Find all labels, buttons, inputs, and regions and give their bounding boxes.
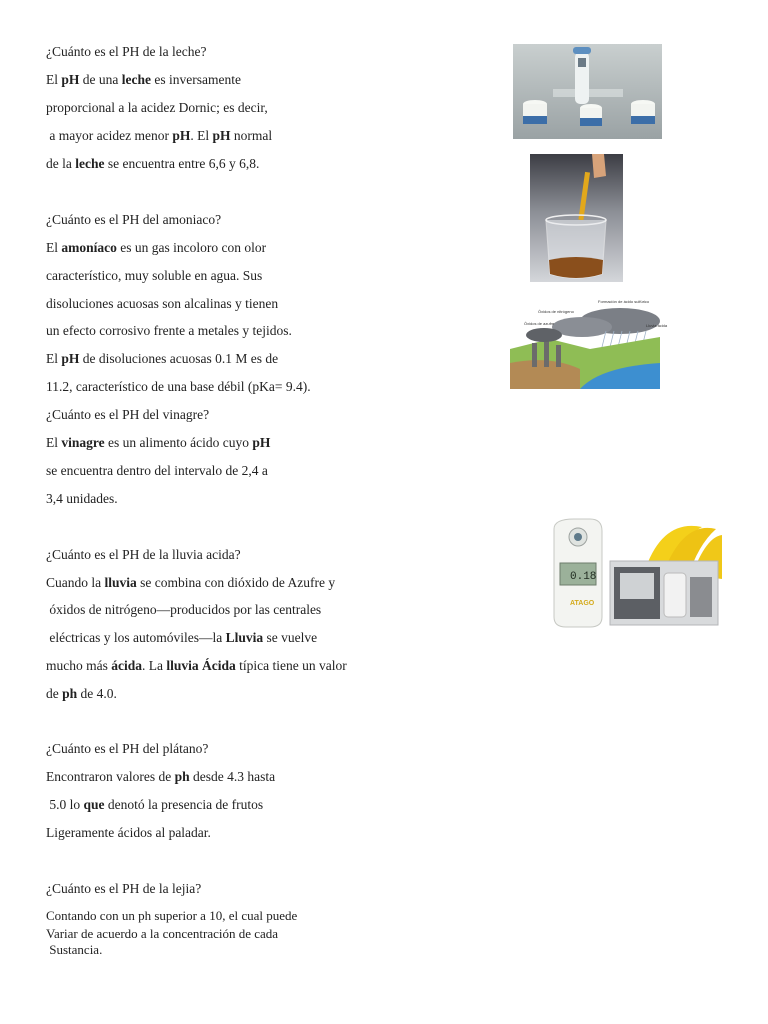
bold-term: que bbox=[83, 797, 105, 812]
paragraph-line: El pH de una leche es inversamente bbox=[46, 72, 241, 87]
bold-term: pH bbox=[172, 128, 191, 143]
paragraph-line: 5.0 lo que denotó la presencia de frutos bbox=[46, 797, 264, 812]
bold-term: pH bbox=[212, 128, 231, 143]
label-nitrogen-oxides: Óxidos de nitrógeno bbox=[538, 309, 574, 314]
label-sulfuric-acid: Formación de ácido sulfúrico bbox=[598, 299, 650, 304]
bold-term: ph bbox=[174, 769, 190, 784]
question-platano: ¿Cuánto es el PH del plátano? bbox=[46, 741, 209, 756]
acid-rain-diagram bbox=[510, 297, 668, 389]
bold-term: pH bbox=[61, 72, 80, 87]
bold-term: leche bbox=[75, 156, 105, 171]
bold-term: lluvia bbox=[104, 575, 137, 590]
bold-term: pH bbox=[252, 435, 271, 450]
paragraph-line: El pH de disoluciones acuosas 0.1 M es de bbox=[46, 351, 279, 366]
paragraph-line: Variar de acuerdo a la concentración de cada bbox=[46, 926, 279, 941]
bold-term: Lluvia bbox=[225, 630, 264, 645]
paragraph-line: se encuentra dentro del intervalo de 2,4 a bbox=[46, 463, 268, 478]
meter-brand: ATAGO bbox=[570, 600, 595, 607]
paragraph-line: Cuando la lluvia se combina con dióxido de Azufre y bbox=[46, 575, 336, 590]
bold-term: lluvia Ácida bbox=[166, 658, 236, 673]
question-lluvia: ¿Cuánto es el PH de la lluvia acida? bbox=[46, 547, 241, 562]
paragraph-line: Encontraron valores de ph desde 4.3 hasta bbox=[46, 769, 276, 784]
label-sulfur-oxides: Óxidos de azufre bbox=[524, 321, 555, 326]
paragraph-line: de ph de 4.0. bbox=[46, 686, 117, 701]
bold-term: ph bbox=[62, 686, 78, 701]
paragraph-line: mucho más ácida. La lluvia Ácida típica tiene un valor bbox=[46, 658, 347, 673]
paragraph-line: 11.2, característico de una base débil (pKa= 9.4). bbox=[46, 379, 311, 394]
question-leche: ¿Cuánto es el PH de la leche? bbox=[46, 44, 207, 59]
paragraph-line: disoluciones acuosas son alcalinas y tienen bbox=[46, 296, 279, 311]
paragraph-line: El amoníaco es un gas incoloro con olor bbox=[46, 240, 267, 255]
bold-term: amoníaco bbox=[61, 240, 117, 255]
question-amoniaco: ¿Cuánto es el PH del amoniaco? bbox=[46, 212, 222, 227]
banana-ph-meter-photo bbox=[546, 517, 722, 629]
bold-term: leche bbox=[121, 72, 151, 87]
paragraph-line: eléctricas y los automóviles—la Lluvia se vuelve bbox=[46, 630, 318, 645]
paragraph-line: de la leche se encuentra entre 6,6 y 6,8. bbox=[46, 156, 260, 171]
paragraph-line: Contando con un ph superior a 10, el cual puede bbox=[46, 908, 298, 923]
milk-ph-meter-photo bbox=[513, 44, 662, 139]
paragraph-line: Sustancia. bbox=[46, 942, 103, 957]
bold-term: ácida bbox=[111, 658, 143, 673]
paragraph-line: característico, muy soluble en agua. Sus bbox=[46, 268, 263, 283]
bold-term: pH bbox=[61, 351, 80, 366]
label-acid-rain: Lluvia ácida bbox=[646, 323, 668, 328]
paragraph-line: proporcional a la acidez Dornic; es decir, bbox=[46, 100, 268, 115]
paragraph-line: 3,4 unidades. bbox=[46, 491, 118, 506]
paragraph-line: un efecto corrosivo frente a metales y tejidos. bbox=[46, 323, 292, 338]
bold-term: vinagre bbox=[61, 435, 105, 450]
paragraph-line: Ligeramente ácidos al paladar. bbox=[46, 825, 211, 840]
beaker-test-strip-photo bbox=[530, 154, 623, 282]
paragraph-line: a mayor acidez menor pH. El pH normal bbox=[46, 128, 273, 143]
paragraph-line: El vinagre es un alimento ácido cuyo pH bbox=[46, 435, 271, 450]
question-vinagre: ¿Cuánto es el PH del vinagre? bbox=[46, 407, 210, 422]
meter-display-value: 0.18 bbox=[570, 571, 597, 583]
paragraph-line: óxidos de nitrógeno—producidos por las centrales bbox=[46, 602, 322, 617]
question-lejia: ¿Cuánto es el PH de la lejia? bbox=[46, 881, 202, 896]
